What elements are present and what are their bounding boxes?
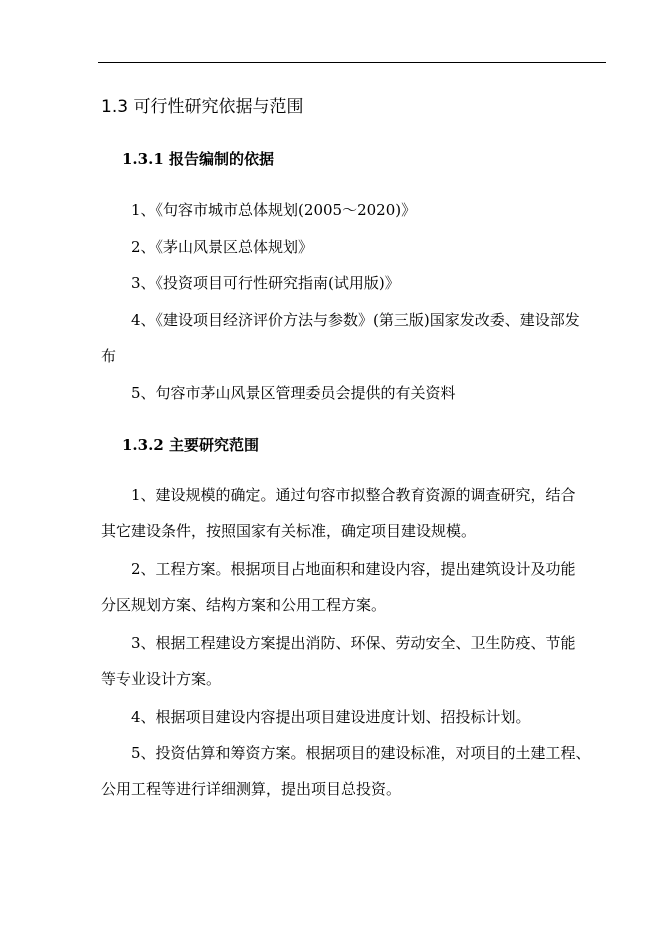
basis-item-4: 4、《建设项目经济评价方法与参数》(第三版)国家发改委、建设部发	[131, 311, 580, 329]
subsection-title-basis: 1.3.1 报告编制的依据	[122, 150, 274, 168]
scope-item-2-continued: 分区规划方案、结构方案和公用工程方案。	[101, 596, 387, 614]
scope-item-4: 4、根据项目建设内容提出项目建设进度计划、招投标计划。	[131, 708, 531, 726]
scope-item-3: 3、根据工程建设方案提出消防、环保、劳动安全、卫生防疫、节能	[131, 634, 576, 652]
basis-item-4-continued: 布	[101, 347, 117, 365]
scope-item-2: 2、工程方案。根据项目占地面积和建设内容，提出建筑设计及功能	[131, 560, 576, 578]
header-rule	[98, 62, 606, 63]
basis-item-3: 3、《投资项目可行性研究指南(试用版)》	[131, 274, 400, 292]
section-title: 1.3 可行性研究依据与范围	[101, 97, 304, 117]
scope-item-5-continued: 公用工程等进行详细测算，提出项目总投资。	[101, 780, 402, 798]
scope-item-1: 1、建设规模的确定。通过句容市拟整合教育资源的调查研究，结合	[131, 486, 576, 504]
scope-item-1-continued: 其它建设条件，按照国家有关标准，确定项目建设规模。	[101, 522, 477, 540]
subsection-title-scope: 1.3.2 主要研究范围	[122, 436, 259, 454]
basis-item-1: 1、《句容市城市总体规划(2005～2020)》	[131, 201, 417, 219]
scope-item-3-continued: 等专业设计方案。	[101, 670, 222, 688]
scope-item-5: 5、投资估算和筹资方案。根据项目的建设标准，对项目的土建工程、	[131, 744, 591, 762]
basis-item-2: 2、《茅山风景区总体规划》	[131, 238, 314, 256]
basis-item-5: 5、句容市茅山风景区管理委员会提供的有关资料	[131, 384, 456, 402]
